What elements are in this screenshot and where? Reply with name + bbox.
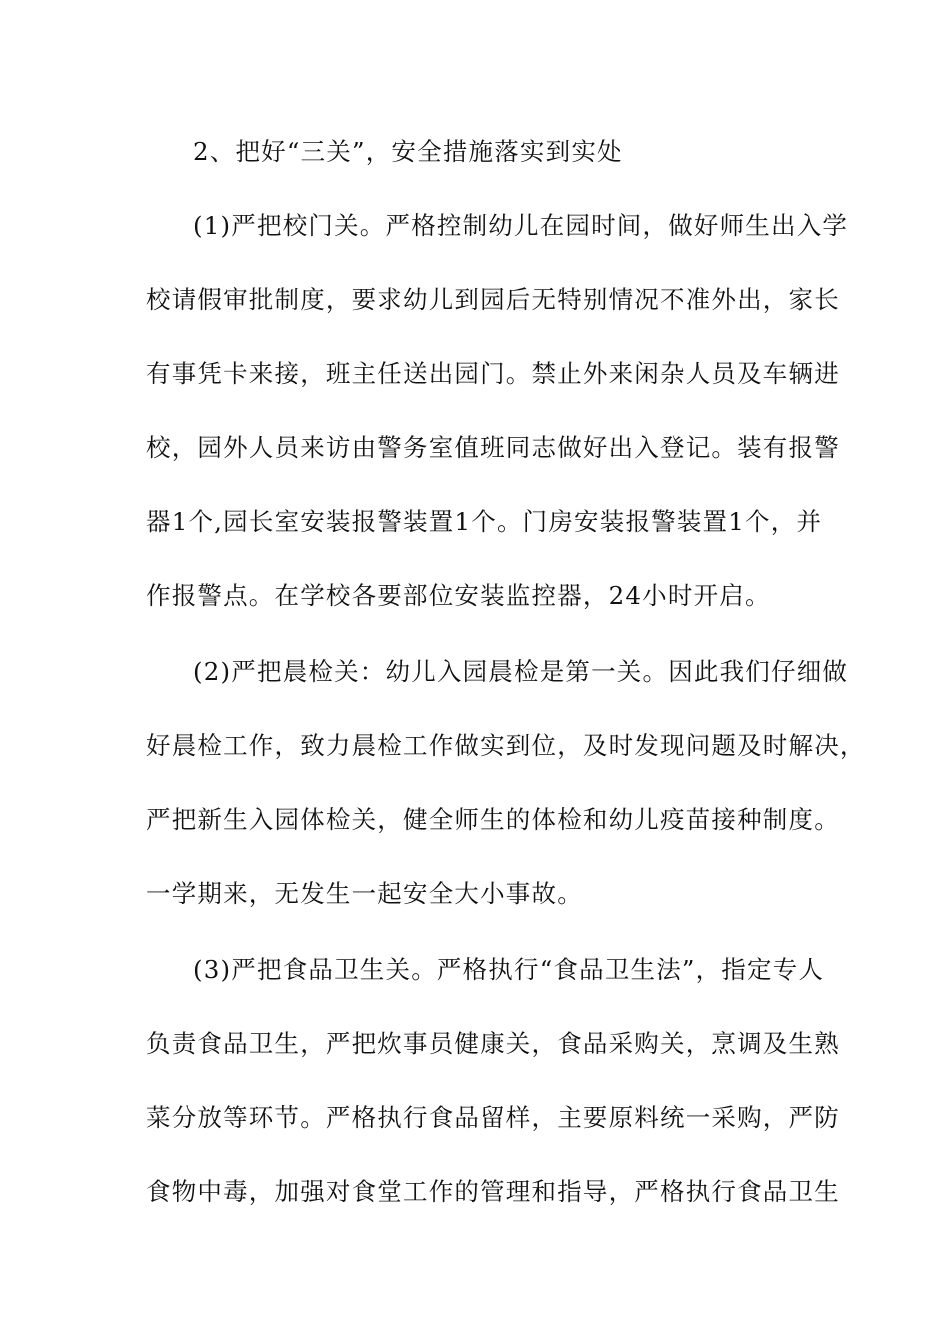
section-heading: 2、把好“三关”，安全措施落实到实处: [193, 137, 623, 166]
paragraph-3-line-1: (3)严把食品卫生关。严格执行“食品卫生法”，指定专人: [193, 955, 825, 984]
paragraph-2-line-4: 一学期来，无发生一起安全大小事故。: [146, 879, 583, 908]
paragraph-1-line-6: 作报警点。在学校各要部位安装监控器，24小时开启。: [146, 581, 771, 610]
paragraph-3-line-4: 食物中毒，加强对食堂工作的管理和指导，严格执行食品卫生: [146, 1177, 840, 1206]
paragraph-1-line-1: (1)严把校门关。严格控制幼儿在园时间，做好师生出入学: [193, 211, 849, 240]
paragraph-3-line-2: 负责食品卫生，严把炊事员健康关，食品采购关，烹调及生熟: [146, 1029, 840, 1058]
paragraph-1-line-4: 校，园外人员来访由警务室值班同志做好出入登记。装有报警: [146, 433, 840, 462]
paragraph-1-line-5: 器1个,园长室安装报警装置1个。门房安装报警装置1个，并: [146, 507, 823, 536]
paragraph-1-line-3: 有事凭卡来接，班主任送出园门。禁止外来闲杂人员及车辆进: [146, 359, 840, 388]
paragraph-2-line-1: (2)严把晨检关：幼儿入园晨检是第一关。因此我们仔细做: [193, 657, 849, 686]
paragraph-2-line-3: 严把新生入园体检关，健全师生的体检和幼儿疫苗接种制度。: [146, 805, 840, 834]
paragraph-2-line-2: 好晨检工作，致力晨检工作做实到位，及时发现问题及时解决，: [146, 731, 866, 760]
paragraph-1-line-2: 校请假审批制度，要求幼儿到园后无特别情况不准外出，家长: [146, 285, 840, 314]
paragraph-3-line-3: 菜分放等环节。严格执行食品留样，主要原料统一采购，严防: [146, 1103, 840, 1132]
